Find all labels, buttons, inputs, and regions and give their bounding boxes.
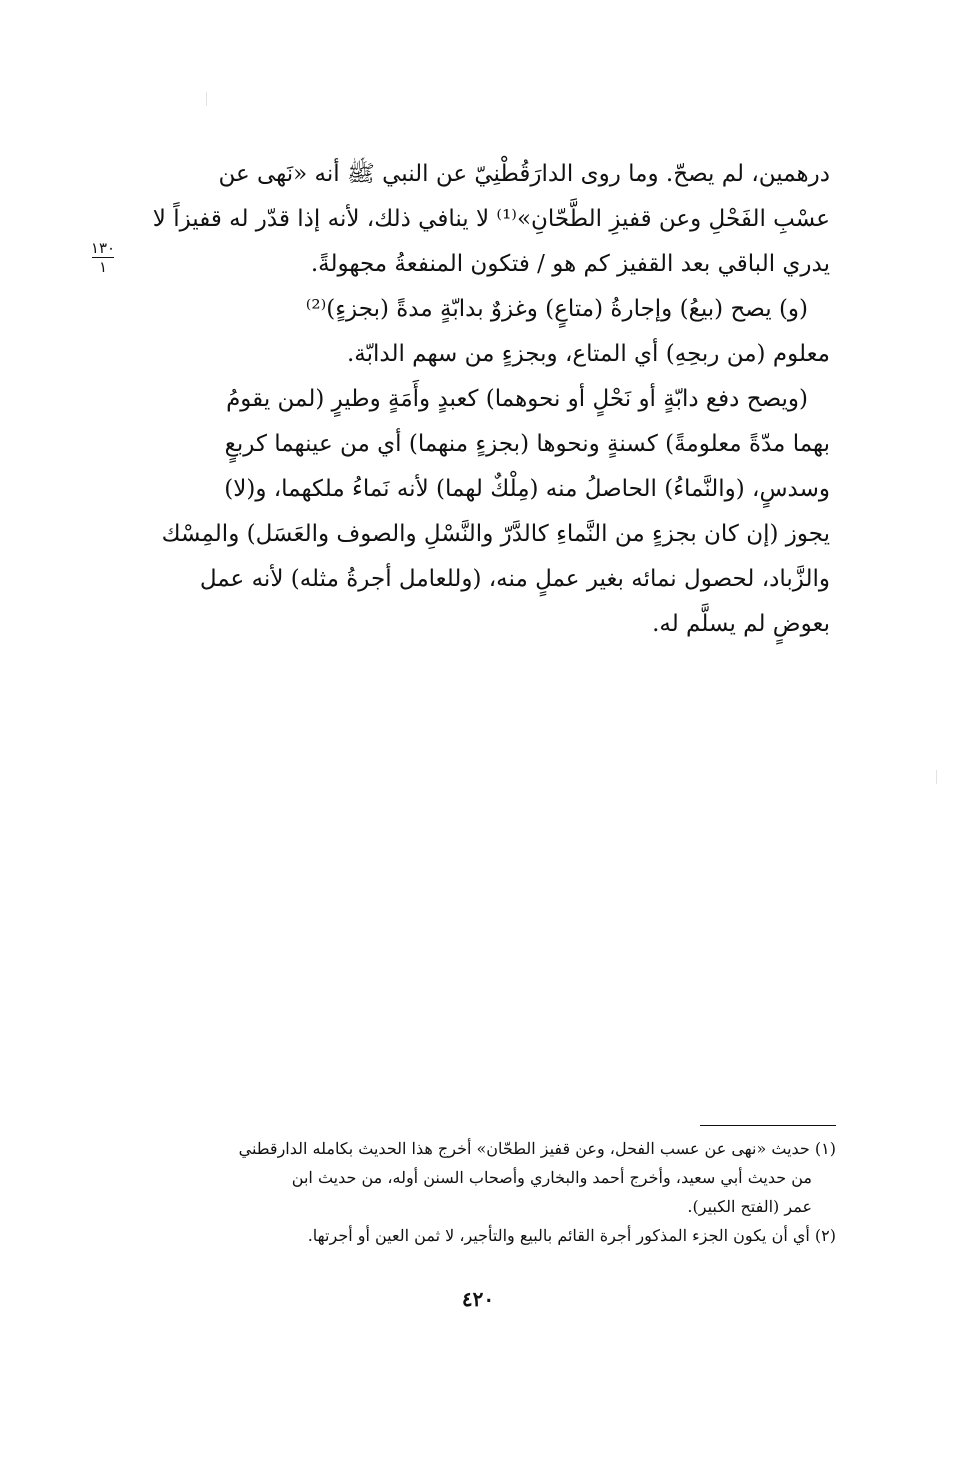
body-line: يجوز (إن كان بجزءٍ من النَّماءِ كالدَّرّ والنَّسْلِ والصوف والعَسَل) والمِسْك (161, 521, 830, 547)
page-number: ٤٢٠ (461, 1287, 495, 1311)
body-line: درهمين، لم يصحّ. وما روى الدارَقُطْنِيّ عن النبي ﷺ أنه «نَهى عن (218, 161, 830, 187)
body-line: وسدسٍ، (والنَّماءُ) الحاصلُ منه (مِلْكٌ لهما) لأنه نَماءُ ملكهما، و(لا) (224, 476, 830, 502)
body-line: عسْبِ الفَحْلِ وعن قفيزِ الطَّحّانِ»⁽¹⁾ لا ينافي ذلك، لأنه إذا قدّر له قفيزاً لا (152, 206, 830, 232)
footnote-separator (700, 1125, 836, 1126)
body-line: بعوضٍ لم يسلَّم له. (652, 611, 830, 637)
footnote-line: (٢) أي أن يكون الجزء المذكور أجرة القائم بالبيع والتأجير، لا ثمن العين أو أجرتها. (307, 1226, 836, 1245)
main-text (130, 152, 830, 647)
body-line: (ويصح دفع دابّةٍ أو نَحْلٍ أو نحوهما) كعبدٍ وأَمَةٍ وطيرٍ (لمن يقومُ (226, 386, 808, 412)
scan-speck (936, 770, 937, 784)
margin-ref-bottom: ١ (98, 258, 108, 276)
footnote-line: (١) حديث «نهى عن عسب الفحل، وعن قفيز الطحّان» أخرج هذا الحديث بكامله الدارقطني (238, 1139, 836, 1158)
body-line: (و) يصح (بيعُ) وإجارةُ (متاعٍ) وغزوٌ بدابّةٍ مدةً (بجزءٍ)⁽²⁾ (305, 296, 808, 322)
margin-page-reference (88, 240, 118, 275)
footnote-line: من حديث أبي سعيد، وأخرج أحمد والبخاري وأصحاب السنن أوله، من حديث ابن (291, 1168, 812, 1187)
margin-ref-top: ١٣٠ (90, 239, 116, 257)
body-line: معلوم (من ربحِهِ) أي المتاع، وبجزءٍ من سهم الدابّة. (346, 341, 830, 367)
scan-speck (206, 92, 207, 106)
footnote-line: عمر (الفتح الكبير). (687, 1197, 812, 1216)
footnotes (130, 1134, 836, 1250)
body-line: يدري الباقي بعد القفيز كم هو / فتكون المنفعةُ مجهولةً. (310, 251, 830, 277)
body-line: والزَّباد، لحصول نمائه بغير عملٍ منه، (وللعامل أجرةُ مثله) لأنه عمل (199, 566, 830, 592)
body-line: بهما مدّةً معلومةً) كسنةٍ ونحوها (بجزءٍ منهما) أي من عينهما كربعٍ (224, 431, 830, 457)
